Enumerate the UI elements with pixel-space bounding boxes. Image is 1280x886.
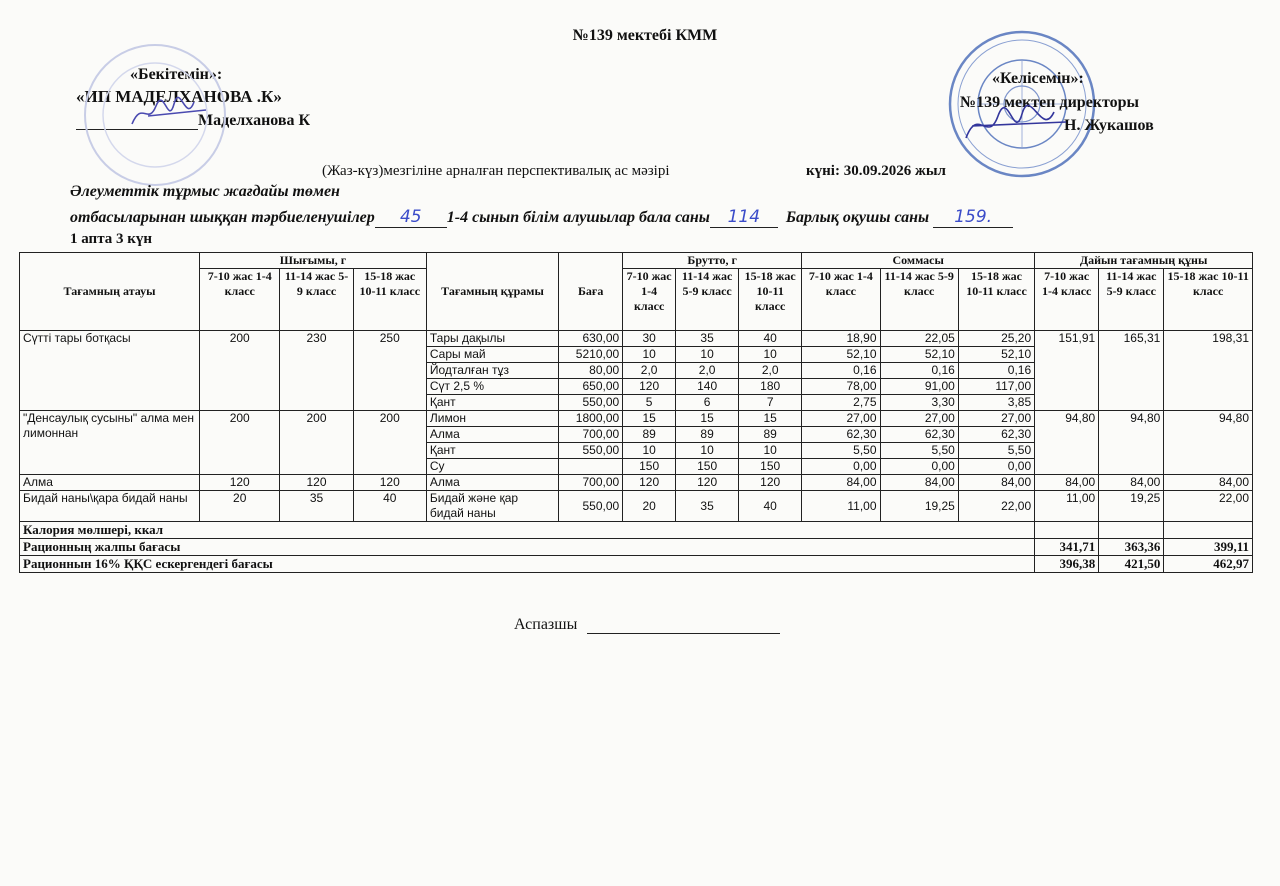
yield-sub-1: 11-14 жас 5-9 класс [280, 269, 353, 331]
ingredient-brutto: 2,0 [623, 363, 676, 379]
school-title: №139 мектебі КММ [572, 27, 718, 44]
ration-total-1: 363,36 [1099, 539, 1164, 556]
ingredient-price: 5210,00 [559, 347, 623, 363]
ingredient-price: 650,00 [559, 379, 623, 395]
approve-org: «ИП МАДЕЛХАНОВА .К» [76, 87, 282, 106]
dish-yield: 200 [200, 411, 280, 475]
dish-cost: 84,00 [1099, 475, 1164, 491]
menu-title: (Жаз-күз)мезгіліне арналған перспективалық ас мәзірі [322, 163, 670, 179]
ingredient-brutto: 10 [676, 443, 739, 459]
ration-total-label: Рационның жалпы бағасы [20, 539, 1035, 556]
ingredient-brutto: 89 [623, 427, 676, 443]
brutto-sub-0: 7-10 жас 1-4 класс [623, 269, 676, 331]
agree-org: №139 мектеп директоры [960, 94, 1140, 111]
pupils-total-count: 159. [933, 207, 1013, 228]
ingredient-name: Тары дақылы [426, 331, 558, 347]
ingredient-brutto: 2,0 [676, 363, 739, 379]
dish-yield: 200 [280, 411, 353, 475]
dish-name: Бидай наны\қара бидай наны [20, 491, 200, 522]
ingredient-name: Қант [426, 443, 558, 459]
ingredient-price [559, 459, 623, 475]
ingredient-brutto: 120 [623, 379, 676, 395]
brutto-sub-1: 11-14 жас 5-9 класс [676, 269, 739, 331]
ingredient-sum: 18,90 [802, 331, 880, 347]
ingredient-brutto: 15 [623, 411, 676, 427]
ingredient-sum: 62,30 [802, 427, 880, 443]
ingredient-price: 550,00 [559, 491, 623, 522]
pupils-1-4-label: 1-4 сынып білім алушылар бала саны [446, 209, 710, 226]
dish-cost: 22,00 [1164, 491, 1253, 522]
ingredient-price: 80,00 [559, 363, 623, 379]
ingredient-name: Лимон [426, 411, 558, 427]
ingredient-row [20, 411, 1253, 427]
pupils-total-label: Барлық оқушы саны [785, 209, 930, 226]
ingredient-row [20, 475, 1253, 491]
header-yield: Шығымы, г [200, 253, 427, 269]
header-dish-name: Тағамның атауы [20, 253, 200, 331]
ingredient-price: 1800,00 [559, 411, 623, 427]
dish-name: Алма [20, 475, 200, 491]
ration-total-0: 341,71 [1035, 539, 1099, 556]
ingredient-sum: 117,00 [958, 379, 1034, 395]
ingredient-name: Алма [426, 427, 558, 443]
menu-date: күні: 30.09.2026 жыл [806, 163, 946, 179]
ingredient-brutto: 180 [739, 379, 802, 395]
ingredient-sum: 11,00 [802, 491, 880, 522]
dish-cost: 19,25 [1099, 491, 1164, 522]
ingredient-brutto: 40 [739, 491, 802, 522]
yield-sub-0: 7-10 жас 1-4 класс [200, 269, 280, 331]
header-brutto: Брутто, г [623, 253, 802, 269]
ingredient-sum: 78,00 [802, 379, 880, 395]
ingredient-sum: 22,00 [958, 491, 1034, 522]
ingredient-brutto: 15 [676, 411, 739, 427]
dish-cost: 151,91 [1035, 331, 1099, 411]
ingredient-sum: 3,85 [958, 395, 1034, 411]
ingredient-brutto: 120 [739, 475, 802, 491]
ingredient-name: Бидай және қар бидай наны [426, 491, 558, 522]
ingredient-brutto: 35 [676, 491, 739, 522]
vat-total-1: 421,50 [1099, 556, 1164, 573]
yield-sub-2: 15-18 жас 10-11 класс [353, 269, 426, 331]
agree-signature [962, 104, 1072, 148]
social-line-1: Әлеуметтік тұрмыс жағдайы төмен [70, 183, 340, 200]
ingredient-sum: 0,00 [958, 459, 1034, 475]
dish-cost: 84,00 [1164, 475, 1253, 491]
dish-yield: 200 [353, 411, 426, 475]
ingredient-sum: 62,30 [880, 427, 958, 443]
ingredient-brutto: 2,0 [739, 363, 802, 379]
ingredient-sum: 84,00 [802, 475, 880, 491]
ingredient-sum: 22,05 [880, 331, 958, 347]
ingredient-brutto: 10 [676, 347, 739, 363]
ingredient-sum: 0,16 [958, 363, 1034, 379]
header-cost: Дайын тағамның құны [1035, 253, 1253, 269]
ingredient-brutto: 120 [676, 475, 739, 491]
ingredient-row [20, 491, 1253, 522]
sum-sub-1: 11-14 жас 5-9 класс [880, 269, 958, 331]
agree-label: «Келісемін»: [992, 70, 1084, 87]
header-sum: Соммасы [802, 253, 1035, 269]
menu-body [20, 331, 1253, 522]
ingredient-sum: 91,00 [880, 379, 958, 395]
ingredient-brutto: 150 [676, 459, 739, 475]
ingredient-brutto: 15 [739, 411, 802, 427]
social-label: отбасыларынан шыққан тәрбиеленушілер [70, 209, 375, 226]
ingredient-sum: 0,16 [880, 363, 958, 379]
dish-name: "Денсаулық сусыны" алма мен лимоннан [20, 411, 200, 475]
ingredient-brutto: 20 [623, 491, 676, 522]
dish-yield: 120 [353, 475, 426, 491]
ingredient-sum: 5,50 [880, 443, 958, 459]
dish-cost: 94,80 [1164, 411, 1253, 475]
agree-name: Н. Жукашов [1064, 117, 1154, 134]
vat-total-2: 462,97 [1164, 556, 1253, 573]
sum-sub-0: 7-10 жас 1-4 класс [802, 269, 880, 331]
ingredient-brutto: 6 [676, 395, 739, 411]
ingredient-sum: 0,00 [880, 459, 958, 475]
totals-body [20, 522, 1253, 573]
ingredient-sum: 3,30 [880, 395, 958, 411]
ingredient-brutto: 5 [623, 395, 676, 411]
ingredient-brutto: 30 [623, 331, 676, 347]
ingredient-name: Су [426, 459, 558, 475]
brutto-sub-2: 15-18 жас 10-11 класс [739, 269, 802, 331]
ingredient-brutto: 10 [739, 443, 802, 459]
ingredient-sum: 84,00 [958, 475, 1034, 491]
header-price: Баға [559, 253, 623, 331]
dish-yield: 200 [200, 331, 280, 411]
approve-label: «Бекітемін»: [130, 66, 223, 83]
cost-sub-2: 15-18 жас 10-11 класс [1164, 269, 1253, 331]
ingredient-name: Сары май [426, 347, 558, 363]
cook-signature-line [587, 617, 780, 634]
ingredient-brutto: 89 [739, 427, 802, 443]
ingredient-sum: 52,10 [802, 347, 880, 363]
vat-total-0: 396,38 [1035, 556, 1099, 573]
ingredient-price: 550,00 [559, 395, 623, 411]
ingredient-row [20, 331, 1253, 347]
ingredient-brutto: 40 [739, 331, 802, 347]
ingredient-brutto: 150 [739, 459, 802, 475]
cook-label: Аспазшы [514, 616, 578, 633]
approve-name: Маделханова К [198, 112, 311, 129]
table-header-row-1 [20, 253, 1253, 269]
vat-total-label: Рационнын 16% ҚҚС ескергендегі бағасы [20, 556, 1035, 573]
week-day: 1 апта 3 күн [70, 231, 153, 247]
ingredient-name: Йодталған тұз [426, 363, 558, 379]
dish-cost: 94,80 [1035, 411, 1099, 475]
calories-row [20, 522, 1253, 539]
ingredient-name: Сүт 2,5 % [426, 379, 558, 395]
ingredient-brutto: 10 [623, 443, 676, 459]
ingredient-name: Алма [426, 475, 558, 491]
ingredient-sum: 0,16 [802, 363, 880, 379]
cost-sub-0: 7-10 жас 1-4 класс [1035, 269, 1099, 331]
ration-total-2: 399,11 [1164, 539, 1253, 556]
calories-label: Калория мөлшері, ккал [20, 522, 1035, 539]
ingredient-sum: 84,00 [880, 475, 958, 491]
approve-stamp [80, 40, 230, 190]
ingredient-brutto: 140 [676, 379, 739, 395]
dish-yield: 35 [280, 491, 353, 522]
dish-yield: 40 [353, 491, 426, 522]
dish-yield: 230 [280, 331, 353, 411]
ingredient-sum: 27,00 [880, 411, 958, 427]
dish-yield: 120 [200, 475, 280, 491]
dish-yield: 250 [353, 331, 426, 411]
ingredient-brutto: 150 [623, 459, 676, 475]
ingredient-sum: 2,75 [802, 395, 880, 411]
ingredient-sum: 27,00 [802, 411, 880, 427]
ingredient-sum: 52,10 [958, 347, 1034, 363]
ingredient-sum: 5,50 [958, 443, 1034, 459]
dish-name: Сүтті тары ботқасы [20, 331, 200, 411]
sum-sub-2: 15-18 жас 10-11 класс [958, 269, 1034, 331]
dish-cost: 11,00 [1035, 491, 1099, 522]
dish-yield: 20 [200, 491, 280, 522]
ingredient-sum: 19,25 [880, 491, 958, 522]
ingredient-sum: 5,50 [802, 443, 880, 459]
ingredient-name: Қант [426, 395, 558, 411]
table-header-row-2 [20, 269, 1253, 331]
ingredient-brutto: 89 [676, 427, 739, 443]
dish-cost: 84,00 [1035, 475, 1099, 491]
ingredient-brutto: 10 [739, 347, 802, 363]
menu-table [19, 252, 1253, 573]
cost-sub-1: 11-14 жас 5-9 класс [1099, 269, 1164, 331]
vat-total-row [20, 556, 1253, 573]
social-line-2 [70, 207, 1013, 228]
ingredient-price: 700,00 [559, 427, 623, 443]
ingredient-brutto: 10 [623, 347, 676, 363]
ingredient-sum: 27,00 [958, 411, 1034, 427]
ingredient-price: 700,00 [559, 475, 623, 491]
header-composition: Тағамның құрамы [426, 253, 558, 331]
ingredient-sum: 0,00 [802, 459, 880, 475]
ingredient-sum: 52,10 [880, 347, 958, 363]
dish-yield: 120 [280, 475, 353, 491]
ingredient-sum: 62,30 [958, 427, 1034, 443]
dish-cost: 94,80 [1099, 411, 1164, 475]
ingredient-brutto: 7 [739, 395, 802, 411]
ingredient-sum: 25,20 [958, 331, 1034, 347]
dish-cost: 198,31 [1164, 331, 1253, 411]
ingredient-price: 630,00 [559, 331, 623, 347]
ration-total-row [20, 539, 1253, 556]
ingredient-brutto: 35 [676, 331, 739, 347]
ingredient-price: 550,00 [559, 443, 623, 459]
pupils-1-4-count: 114 [710, 207, 778, 228]
cook-signature [514, 616, 780, 634]
social-count: 45 [375, 207, 447, 228]
ingredient-brutto: 120 [623, 475, 676, 491]
dish-cost: 165,31 [1099, 331, 1164, 411]
